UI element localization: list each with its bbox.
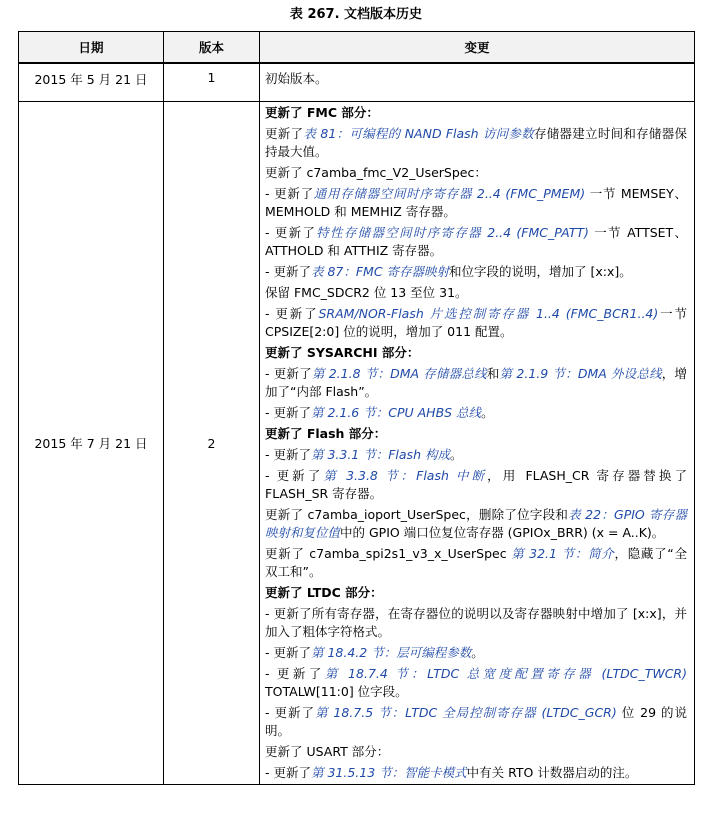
change-text: - 更新了	[265, 405, 311, 420]
change-text: - 更新了	[265, 264, 311, 279]
cross-reference-link[interactable]: 第 2.1.8 节：DMA 存储器总线	[311, 366, 487, 381]
change-item	[265, 70, 687, 88]
change-text: 更新了 c7amba_spi2s1_v3_x_UserSpec	[265, 546, 512, 561]
header-row	[19, 32, 695, 64]
change-text: 中有关 RTO 计数器启动的注。	[466, 765, 638, 780]
change-item	[265, 125, 687, 161]
cross-reference-link[interactable]: 第 3.3.1 节：Flash 构成	[310, 447, 450, 462]
cross-reference-link[interactable]: 特性存储器空间时序寄存器 2..4 (FMC_PATT)	[316, 225, 589, 240]
change-text: 更新了 c7amba_ioport_UserSpec，删除了位字段和	[265, 507, 569, 522]
change-item	[265, 185, 687, 221]
cross-reference-link[interactable]: 第 2.1.9 节：DMA 外设总线	[499, 366, 662, 381]
change-text: - 更新了	[265, 666, 325, 681]
change-text: 更新了 SYSARCHI 部分：	[265, 345, 420, 360]
change-text: 和	[486, 366, 500, 381]
change-text: ，用 FLASH_CR 寄存器替换了 FLASH_SR 寄存器。	[265, 468, 688, 501]
change-text: 保留 FMC_SDCR2 位 13 至位 31。	[265, 285, 468, 300]
change-text: 更新了 USART 部分：	[265, 744, 390, 759]
cross-reference-link[interactable]: 第 3.3.8 节：Flash 中断	[323, 468, 488, 483]
change-text: 和位字段的说明，增加了 [x:x]。	[449, 264, 632, 279]
change-item	[265, 305, 687, 341]
row-date: 2015 年 7 月 21 日	[19, 102, 164, 785]
cross-reference-link[interactable]: 第 18.7.5 节：LTDC 全局控制寄存器 (LTDC_GCR)	[314, 705, 617, 720]
row-date: 2015 年 5 月 21 日	[19, 63, 164, 102]
change-item	[265, 284, 687, 302]
change-section-heading	[265, 425, 687, 443]
change-text: - 更新了	[265, 645, 311, 660]
change-item	[265, 644, 687, 662]
change-item	[265, 263, 687, 281]
change-item	[265, 164, 687, 182]
change-section-heading	[265, 584, 687, 602]
change-text: - 更新了	[265, 366, 312, 381]
change-text: ，增加了“内部 Flash”。	[265, 366, 688, 399]
change-text: 位 29 的说明。	[265, 705, 687, 738]
change-item	[265, 365, 687, 401]
cross-reference-link[interactable]: 表 22：GPIO 寄存器映射和复位值	[265, 507, 687, 540]
change-text: 。	[449, 447, 463, 462]
change-text: - 更新了	[265, 765, 311, 780]
change-section-heading	[265, 104, 687, 122]
table-row	[19, 63, 695, 102]
change-text: - 更新了	[265, 186, 314, 201]
cross-reference-link[interactable]: 通用存储器空间时序寄存器 2..4 (FMC_PMEM)	[313, 186, 586, 201]
change-item	[265, 446, 687, 464]
change-section-heading	[265, 344, 687, 362]
change-text: 更新了 c7amba_fmc_V2_UserSpec：	[265, 165, 487, 180]
table-caption: 表 267. 文档版本历史	[289, 7, 423, 22]
header-changes: 变更	[260, 32, 695, 64]
change-item	[265, 605, 687, 641]
change-text: - 更新了	[265, 705, 315, 720]
cross-reference-link[interactable]: 第 18.7.4 节：LTDC 总宽度配置寄存器 (LTDC_TWCR)	[324, 666, 687, 681]
row-version: 1	[164, 63, 260, 102]
change-item	[265, 506, 687, 542]
cross-reference-link[interactable]: 第 31.5.13 节：智能卡模式	[310, 765, 467, 780]
row-version: 2	[164, 102, 260, 785]
revision-history-table	[18, 31, 695, 785]
change-item	[265, 545, 687, 581]
change-item	[265, 665, 687, 701]
header-date: 日期	[19, 32, 164, 64]
cross-reference-link[interactable]: 第 2.1.6 节：CPU AHBS 总线	[310, 405, 482, 420]
cross-reference-link[interactable]: 第 18.4.2 节：层可编程参数	[310, 645, 472, 660]
row-changes	[260, 102, 695, 785]
cross-reference-link[interactable]: 表 81：可编程的 NAND Flash 访问参数	[303, 126, 534, 141]
change-text: 更新了 FMC 部分：	[265, 105, 379, 120]
change-text: 初始版本。	[265, 71, 328, 86]
change-item	[265, 704, 687, 740]
change-text: TOTALW[11:0] 位字段。	[265, 684, 408, 699]
cross-reference-link[interactable]: 第 32.1 节：简介	[511, 546, 615, 561]
change-text: 中的 GPIO 端口位复位寄存器 (GPIOx_BRR) (x = A..K)。	[340, 525, 665, 540]
change-text: - 更新了	[265, 225, 317, 240]
change-text: 更新了	[265, 126, 304, 141]
cross-reference-link[interactable]: SRAM/NOR-Flash 片选控制寄存器 1..4 (FMC_BCR1..4)	[318, 306, 659, 321]
change-text: - 更新了	[265, 468, 324, 483]
change-item	[265, 467, 687, 503]
header-version: 版本	[164, 32, 260, 64]
change-item	[265, 224, 687, 260]
change-text: ，隐藏了“全双工和”。	[265, 546, 687, 579]
change-item	[265, 764, 687, 782]
change-text: - 更新了所有寄存器，在寄存器位的说明以及寄存器映射中增加了 [x:x]，并加入了粗体字符格式。	[265, 606, 687, 639]
change-text: 更新了 Flash 部分：	[265, 426, 387, 441]
change-text: 一节 MEMSEY、MEMHOLD 和 MEMHIZ 寄存器。	[265, 186, 688, 219]
change-text: - 更新了	[265, 447, 311, 462]
table-row	[19, 102, 695, 785]
change-text: 存储器建立时间和存储器保持最大值。	[265, 126, 687, 159]
change-item	[265, 404, 687, 422]
change-text: - 更新了	[265, 306, 319, 321]
change-text: 。	[481, 405, 494, 420]
change-text: 。	[471, 645, 484, 660]
change-text: 一节 ATTSET、ATTHOLD 和 ATTHIZ 寄存器。	[265, 225, 688, 258]
row-changes	[260, 63, 695, 102]
change-item	[265, 743, 687, 761]
change-text: 一节 CPSIZE[2:0] 位的说明，增加了 011 配置。	[265, 306, 687, 339]
change-text: 更新了 LTDC 部分：	[265, 585, 383, 600]
cross-reference-link[interactable]: 表 87：FMC 寄存器映射	[310, 264, 450, 279]
